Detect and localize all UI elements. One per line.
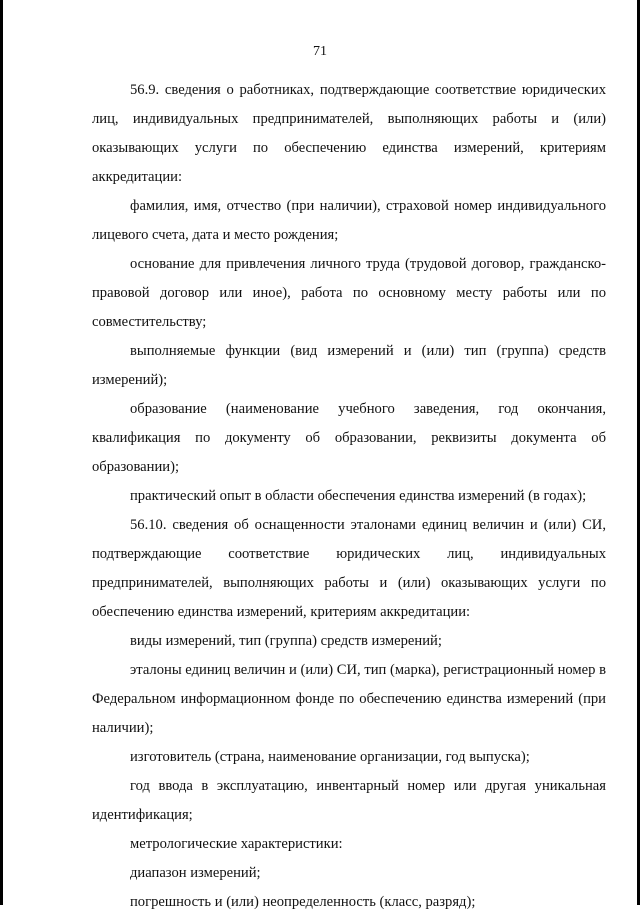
paragraph-manufacturer: изготовитель (страна, наименование организации, год выпуска); [130, 749, 530, 765]
paragraph-error: погрешность и (или) неопределенность (класс, разряд); [130, 894, 476, 910]
paragraph-measurement-types: виды измерений, тип (группа) средств измерений; [130, 633, 442, 649]
paragraph-commissioning: год ввода в эксплуатацию, инвентарный номер или другая уникальная идентификация; [92, 778, 606, 823]
paragraph-employment-basis: основание для привлечения личного труда (трудовой договор, гражданско-правовой договор или иное), работа по основному месту работы или по совместительству; [92, 256, 606, 330]
paragraph-metrological: метрологические характеристики: [130, 836, 343, 852]
paragraph-education: образование (наименование учебного заведения, год окончания, квалификация по документу об образовании, реквизиты документа об образовании); [92, 401, 606, 475]
paragraph-standards: эталоны единиц величин и (или) СИ, тип (марка), регистрационный номер в Федеральном информационном фонде по обеспечению единства измерений (при наличии); [92, 662, 606, 736]
paragraph-56-10: 56.10. сведения об оснащенности эталонами единиц величин и (или) СИ, подтверждающие соответствие юридических лиц, индивидуальных предпринимателей, выполняющих работы и (или) оказывающих услуги по обеспечению единства измерений, критериям аккредитации: [92, 517, 606, 620]
paragraph-full-name: фамилия, имя, отчество (при наличии), страховой номер индивидуального лицевого счета, дата и место рождения; [92, 198, 606, 243]
paragraph-range: диапазон измерений; [130, 865, 261, 881]
paragraph-functions: выполняемые функции (вид измерений и (или) тип (группа) средств измерений); [92, 343, 606, 388]
paragraph-experience: практический опыт в области обеспечения единства измерений (в годах); [130, 488, 587, 504]
scan-border-left [0, 0, 3, 905]
page-number: 71 [313, 44, 327, 59]
document-body [92, 76, 606, 917]
paragraph-56-9: 56.9. сведения о работниках, подтверждающие соответствие юридических лиц, индивидуальных предпринимателей, выполняющих работы и (или) оказывающих услуги по обеспечению единства измерений, критериям аккредитации: [92, 82, 606, 185]
